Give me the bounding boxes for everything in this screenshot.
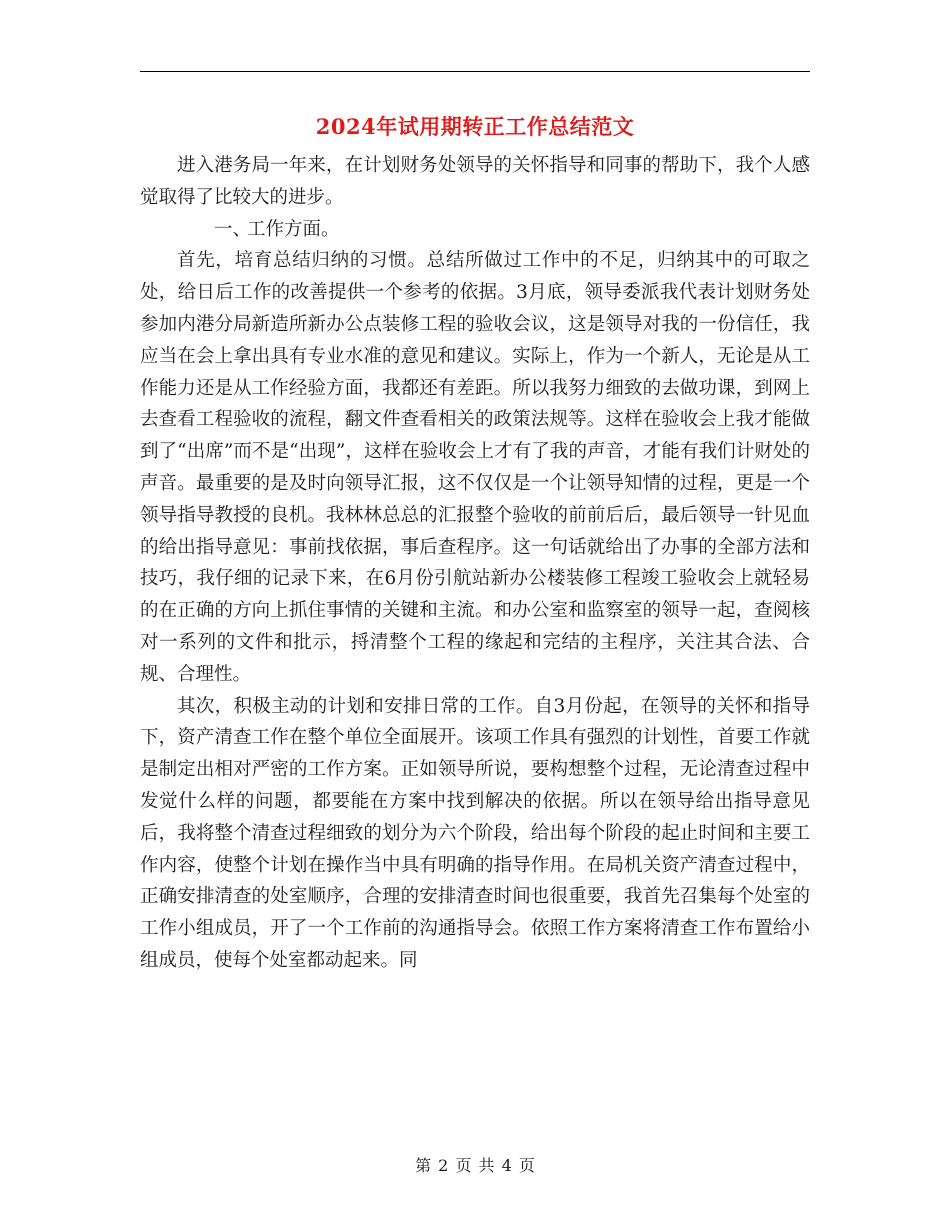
- body-paragraph-second: 其次，积极主动的计划和安排日常的工作。自3月份起，在领导的关怀和指导下，资产清查工作在整个单位全面展开。该项工作具有强烈的计划性，首要工作就是制定出相对严密的工作方案。正如领导所说，要构想整个过程，无论清查过程中发觉什么样的问题，都要能在方案中找到解决的依据。所以在领导给出指导意见后，我将整个清查过程细致的划分为六个阶段，给出每个阶段的起止时间和主要工作内容，使整个计划在操作当中具有明确的指导作用。在局机关资产清查过程中，正确安排清查的处室顺序，合理的安排清查时间也很重要，我首先召集每个处室的工作小组成员，开了一个工作前的沟通指导会。依照工作方案将清查工作布置给小组成员，使每个处室都动起来。同: [140, 695, 810, 971]
- body-paragraph-first: 首先，培育总结归纳的习惯。总结所做过工作中的不足，归纳其中的可取之处，给日后工作的改善提供一个参考的依据。3月底，领导委派我代表计划财务处参加内港分局新造所新办公点装修工程的验收会议，这是领导对我的一份信任，我应当在会上拿出具有专业水准的意见和建议。实际上，作为一个新人，无论是从工作能力还是从工作经验方面，我都还有差距。所以我努力细致的去做功课，到网上去查看工程验收的流程，翻文件查看相关的政策法规等。这样在验收会上我才能做到了“出席”而不是“出现”，这样在验收会上才有了我的声音，才能有我们计财处的声音。最重要的是及时向领导汇报，这不仅仅是一个让领导知情的过程，更是一个领导指导教授的良机。我林林总总的汇报整个验收的前前后后，最后领导一针见血的给出指导意见：事前找依据，事后查程序。这一句话就给出了办事的全部方法和技巧，我仔细的记录下来，在6月份引航站新办公楼装修工程竣工验收会上就轻易的在正确的方向上抓住事情的关键和主流。和办公室和监察室的领导一起，查阅核对一系列的文件和批示，捋清整个工程的缘起和完结的主程序，关注其合法、合规、合理性。: [140, 250, 810, 685]
- section-heading-text: 工作方面。: [247, 218, 340, 240]
- intro-paragraph: 进入港务局一年来，在计划财务处领导的关怀指导和同事的帮助下，我个人感觉取得了比较大的进步。: [140, 155, 810, 208]
- document-body: [140, 150, 810, 977]
- header-rule: [140, 71, 810, 72]
- section-heading: [140, 214, 810, 246]
- page-footer: 第 2 页 共 4 页: [415, 1156, 535, 1175]
- document-title: 2024年试用期转正工作总结范文: [315, 114, 635, 139]
- section-heading-number: 一、: [214, 218, 252, 240]
